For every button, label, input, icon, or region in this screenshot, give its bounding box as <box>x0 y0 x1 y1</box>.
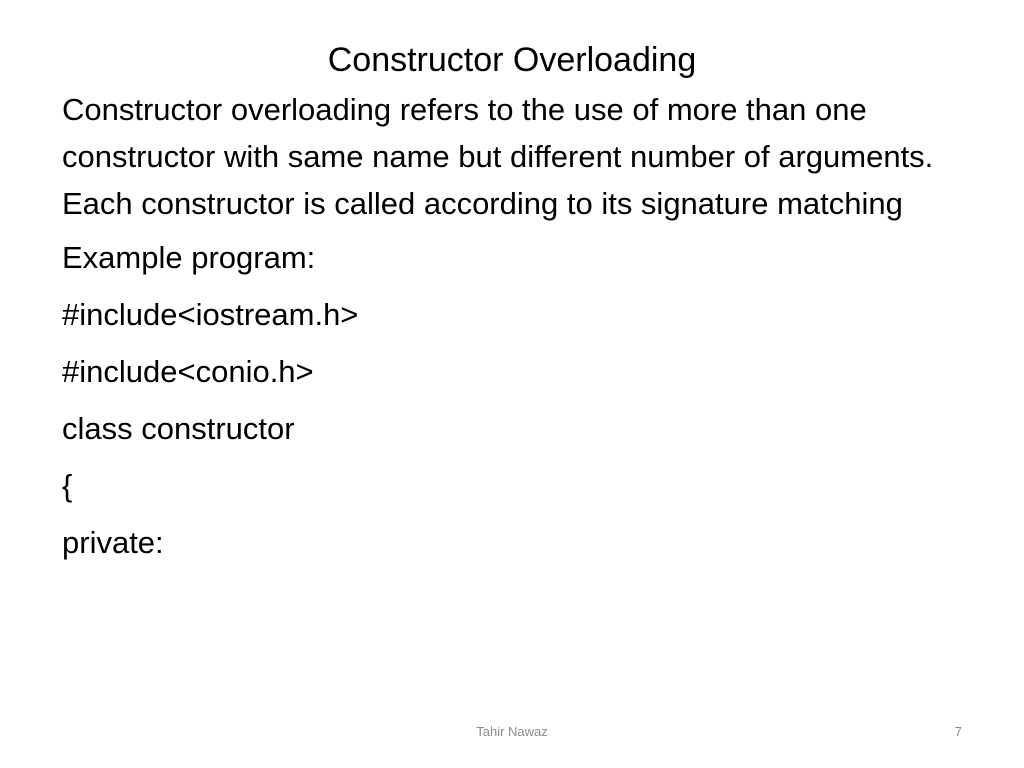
footer-author: Tahir Nawaz <box>476 724 548 739</box>
body-line-class-declaration: class constructor <box>62 411 295 446</box>
slide-body <box>62 86 982 571</box>
body-line-include-iostream: #include<iostream.h> <box>62 297 359 332</box>
body-line-example-heading: Example program: <box>62 240 316 275</box>
body-paragraph: Constructor overloading refers to the use of more than one constructor with same name but different number of arguments. Each constructor is called according to its signature matching <box>62 92 934 221</box>
slide-title: Constructor Overloading <box>327 41 697 79</box>
body-line-private: private: <box>62 525 164 560</box>
body-line-open-brace: { <box>62 468 73 503</box>
body-line-include-conio: #include<conio.h> <box>62 354 314 389</box>
footer-page-number: 7 <box>954 724 962 739</box>
